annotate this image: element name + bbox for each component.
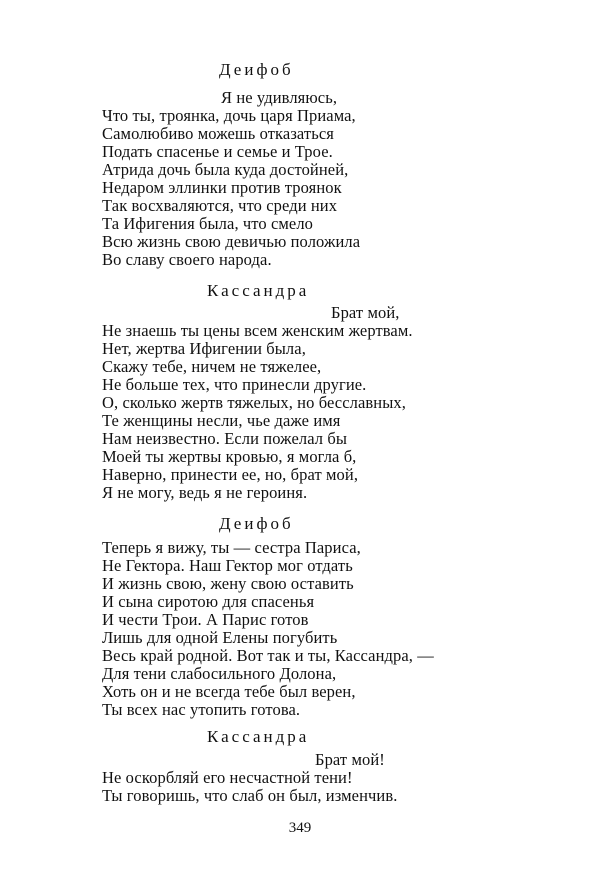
speaker-name: Кассандра: [207, 281, 310, 300]
verse-line: Подать спасенье и семье и Трое.: [102, 142, 333, 161]
verse-line: Наверно, принести ее, но, брат мой,: [102, 465, 359, 484]
verse-line: Лишь для одной Елены погубить: [102, 628, 338, 647]
verse-line: Атрида дочь была куда достойней,: [102, 160, 349, 179]
verse-line: Я не удивляюсь,: [221, 88, 338, 107]
verse-line: Брат мой!: [315, 750, 385, 769]
speaker-name: Кассандра: [207, 727, 310, 746]
verse-line: Не Гектора. Наш Гектор мог отдать: [102, 556, 353, 575]
verse-line: Я не могу, ведь я не героиня.: [102, 483, 308, 502]
verse-line: О, сколько жертв тяжелых, но бесславных,: [102, 393, 406, 412]
verse-line: Ты говоришь, что слаб он был, изменчив.: [102, 786, 398, 805]
verse-line: Что ты, троянка, дочь царя Приама,: [102, 106, 356, 125]
verse-line: Та Ифигения была, что смело: [102, 214, 314, 233]
page-number: 349: [288, 820, 312, 836]
verse-line: Хоть он и не всегда тебе был верен,: [102, 682, 356, 701]
verse-line: И жизнь свою, жену свою оставить: [102, 574, 354, 593]
verse-line: Нам неизвестно. Если пожелал бы: [102, 429, 348, 448]
verse-line: Скажу тебе, ничем не тяжелее,: [102, 357, 322, 376]
verse-line: Моей ты жертвы кровью, я могла б,: [102, 447, 357, 466]
speaker-name: Деифоб: [219, 60, 294, 79]
verse-line: Недаром эллинки против троянок: [102, 178, 342, 197]
verse-line: Брат мой,: [331, 303, 400, 322]
verse-line: Так восхваляются, что среди них: [102, 196, 338, 215]
verse-line: Для тени слабосильного Долона,: [102, 664, 337, 683]
verse-line: Нет, жертва Ифигении была,: [102, 339, 306, 358]
verse-line: Не оскорбляй его несчастной тени!: [102, 768, 353, 787]
verse-line: И сына сиротою для спасенья: [102, 592, 315, 611]
verse-line: Не больше тех, что принесли другие.: [102, 375, 367, 394]
verse-line: Всю жизнь свою девичью положила: [102, 232, 361, 251]
verse-line: Самолюбиво можешь отказаться: [102, 124, 334, 143]
verse-line: Весь край родной. Вот так и ты, Кассандра, —: [102, 646, 434, 665]
verse-line: Те женщины несли, чье даже имя: [102, 411, 341, 430]
verse-line: Во славу своего народа.: [102, 250, 272, 269]
verse-line: Теперь я вижу, ты — сестра Париса,: [102, 538, 361, 557]
verse-line: Ты всех нас утопить готова.: [102, 700, 301, 719]
verse-line: Не знаешь ты цены всем женским жертвам.: [102, 321, 413, 340]
verse-line: И чести Трои. А Парис готов: [102, 610, 309, 629]
speaker-name: Деифоб: [219, 514, 294, 533]
